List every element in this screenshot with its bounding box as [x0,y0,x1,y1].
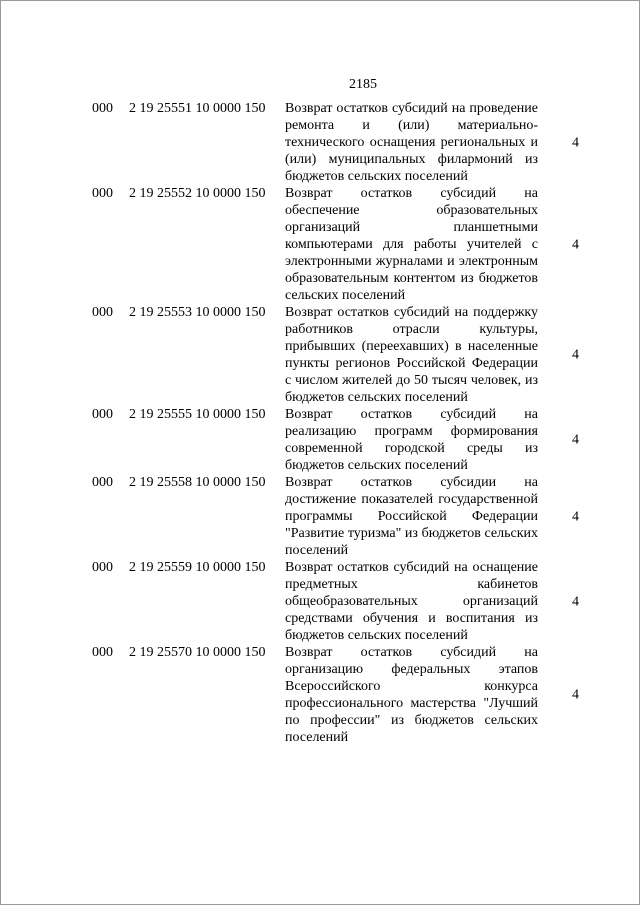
income-description: Возврат остатков субсидий на поддержку работников отрасли культуры, прибывших (переехавших) в населенные пункты регионов Российской Федерации с числом жителей до 50 тысяч человек, из бюджетов сельских поселений [285,305,538,405]
row-marker: 4 [572,347,579,363]
row-marker: 4 [572,509,579,524]
row-marker: 4 [572,432,579,448]
admin-code: 000 [92,645,113,660]
income-description: Возврат остатков субсидий на оснащение предметных кабинетов общеобразовательных организаций средствами обучения и воспитания из бюджетов сельских поселений [285,560,538,643]
budget-classification-code: 2 19 25551 10 0000 150 [129,101,266,116]
budget-classification-code: 2 19 25570 10 0000 150 [129,645,266,660]
table-row [1,185,640,304]
admin-code: 000 [92,560,113,575]
row-marker: 4 [572,135,579,150]
budget-classification-code: 2 19 25558 10 0000 150 [129,475,266,490]
budget-classification-code: 2 19 25552 10 0000 150 [129,186,266,201]
income-description: Возврат остатков субсидий на проведение ремонта и (или) материально-технического оснащения региональных и (или) муниципальных филармоний из бюджетов сельских поселений [285,101,538,184]
table-row [1,474,640,559]
classification-table [1,100,640,746]
page-number: 2185 [349,77,377,92]
row-marker: 4 [572,687,579,703]
income-description: Возврат остатков субсидии на достижение показателей государственной программы Российской Федерации "Развитие туризма" из бюджетов сельских поселений [285,475,538,558]
table-row [1,559,640,644]
budget-classification-code: 2 19 25553 10 0000 150 [129,305,266,320]
income-description: Возврат остатков субсидий на обеспечение образовательных организаций планшетными компьютерами для работы учителей с электронными журналами и электронным образовательным контентом из бюджетов сельских поселений [285,186,538,303]
admin-code: 000 [92,407,113,422]
budget-classification-code: 2 19 25555 10 0000 150 [129,407,266,422]
income-description: Возврат остатков субсидий на реализацию программ формирования современной городской среды из бюджетов сельских поселений [285,407,538,473]
admin-code: 000 [92,305,113,320]
admin-code: 000 [92,475,113,490]
table-row [1,304,640,406]
admin-code: 000 [92,101,113,116]
table-row [1,406,640,474]
budget-classification-code: 2 19 25559 10 0000 150 [129,560,266,575]
table-row [1,100,640,185]
row-marker: 4 [572,237,579,252]
admin-code: 000 [92,186,113,201]
row-marker: 4 [572,594,579,609]
income-description: Возврат остатков субсидий на организацию федеральных этапов Всероссийского конкурса профессионального мастерства "Лучший по профессии" из бюджетов сельских поселений [285,645,538,745]
table-row [1,644,640,746]
